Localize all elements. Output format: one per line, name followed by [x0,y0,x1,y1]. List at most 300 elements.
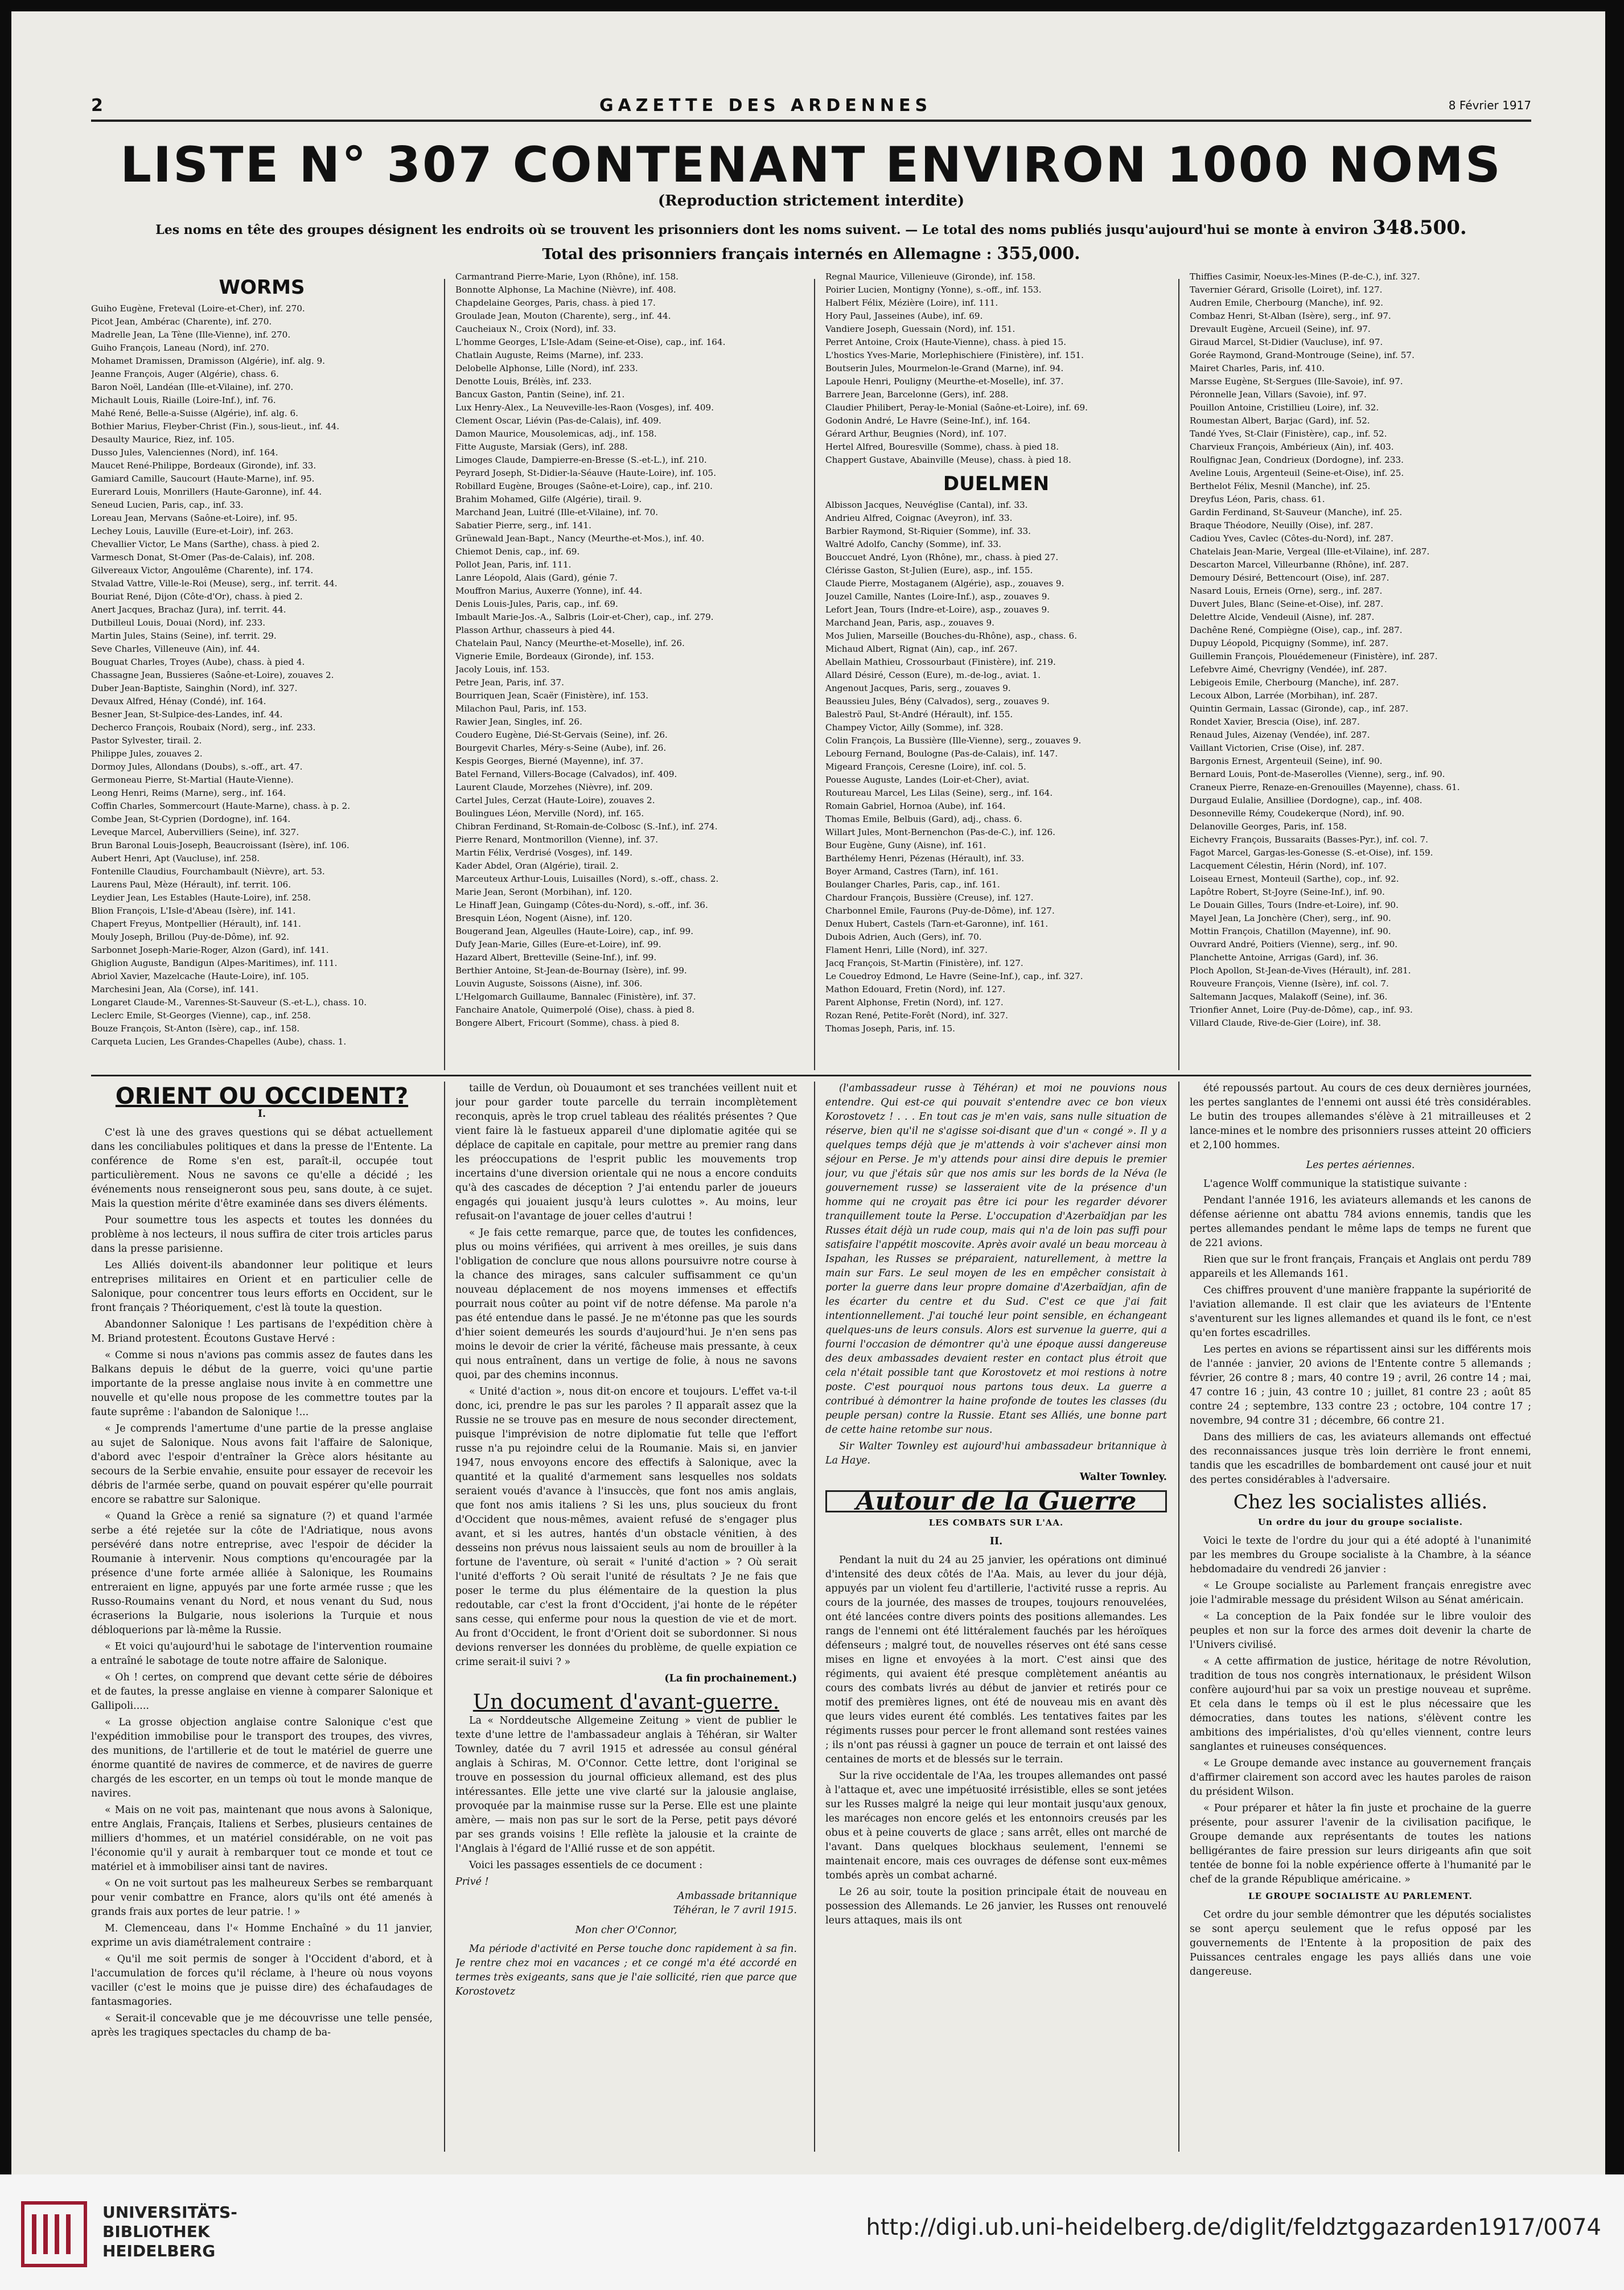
prisoner-entry: Dutbilleul Louis, Douai (Nord), inf. 233. [91,618,266,628]
prisoner-entry: Grünewald Jean-Bapt., Nancy (Meurthe-et-Mos.), inf. 40. [455,533,705,544]
letter-salutation: Mon cher O'Connor, [575,1925,677,1936]
paragraph: « Oh ! certes, on comprend que devant cette série de déboires et de fautes, la presse anglaise en vienne à comparer Salonique et Gallipoli..... [91,1672,433,1712]
prisoner-entry: Chibran Ferdinand, St-Romain-de-Colbosc (S.-Inf.), inf. 274. [455,821,718,832]
prisoner-entry: Chatelain Paul, Nancy (Meurthe-et-Moselle), inf. 26. [455,638,685,648]
prisoner-entry: Rouveure François, Vienne (Isère), inf. col. 7. [1190,979,1389,989]
paragraph: « La grosse objection anglaise contre Salonique c'est que l'expédition immobilise pour le transport des troupes, des vivres, des munitions, de l'artillerie et de tout le matériel de guerre une énorme quantité de navires de commerce, et de navires de guerre chargés de les escorter, en un temps où tout le monde manque de navires. [91,1717,433,1799]
prisoner-entry: Denotte Louis, Brélès, inf. 233. [455,376,592,387]
paragraph: Dans des milliers de cas, les aviateurs allemands ont effectué des reconnaissances jusque très loin derrière le front ennemi, tandis que les escadrilles de bombardement ont causé jour et nuit des pertes considérables à l'adversaire. [1190,1432,1531,1486]
list-title: LISTE N° 307 CONTENANT ENVIRON 1000 NOMS [120,137,1502,194]
prisoner-entry: Marceuteux Arthur-Louis, Luisailles (Nord), s.-off., chass. 2. [455,874,719,884]
paragraph: Voici le texte de l'ordre du jour qui a été adopté à l'unanimité par les membres du Groupe socialiste à la Chambre, à la séance hebdomadaire du vendredi 26 janvier : [1190,1535,1531,1575]
prisoner-entry: Michault Louis, Riaille (Loire-Inf.), inf. 76. [91,395,276,405]
prisoner-entry: Tandé Yves, St-Clair (Finistère), cap., inf. 52. [1190,429,1387,439]
notice-text: Les noms en tête des groupes désignent les endroits où se trouvent les prisonniers dont les noms suivent. — Le total des noms publiés jusqu'aujourd'hui se monte à environ [155,223,1368,237]
article-column-1 [91,1082,433,2152]
column-rule [1178,1082,1179,2152]
prisoner-entry: Batel Fernand, Villers-Bocage (Calvados), inf. 409. [455,769,677,779]
prisoner-entry: Longaret Claude-M., Varennes-St-Sauveur (S.-et-L.), chass. 10. [91,997,367,1008]
article-title-orient: ORIENT OU OCCIDENT? [115,1083,409,1109]
prisoner-entry: Lebigeois Emile, Cherbourg (Manche), inf. 287. [1190,677,1399,688]
paragraph: Cet ordre du jour semble démontrer que les députés socialistes se sont aperçu seulement que le refus opposé par les gouvernements de l'Entente à la proposition de paix des Puissances centrales engage les pays alliés dans une voie dangereuse. [1190,1909,1531,1977]
prisoner-entry: Beaussieu Jules, Bény (Calvados), serg., zouaves 9. [825,696,1050,706]
prisoner-entry: Braque Théodore, Neuilly (Oise), inf. 287. [1190,520,1374,531]
prisoner-entry: Bour Eugène, Guny (Aisne), inf. 161. [825,840,986,850]
prisoner-entry: Caucheiaux N., Croix (Nord), inf. 33. [455,324,616,334]
letter-body-cont [825,1082,1167,1468]
prisoner-entry: Barrere Jean, Barcelonne (Gers), inf. 288. [825,389,1009,400]
prisoner-entry: Lechey Louis, Lauville (Eure-et-Loir), inf. 263. [91,526,294,536]
page-header [91,91,1531,122]
prisoner-entry: Marchesini Jean, Ala (Corse), inf. 141. [91,984,259,994]
prisoner-entry: Delanoville Georges, Paris, inf. 158. [1190,821,1347,832]
article-body-orient [91,1126,433,2040]
prisoner-entry: Guiho Eugène, Freteval (Loire-et-Cher), inf. 270. [91,303,305,314]
prisoner-entry: Audren Emile, Cherbourg (Manche), inf. 92. [1190,298,1383,308]
prisoner-entry: Bonnotte Alphonse, La Machine (Nièvre), inf. 408. [455,285,676,295]
prisoner-entry: Plasson Arthur, chasseurs à pied 44. [455,625,615,635]
prisoner-entry: Berthelot Félix, Mesnil (Manche), inf. 25. [1190,481,1371,491]
prisoner-entry: Mouffron Marius, Auxerre (Yonne), inf. 44. [455,586,643,596]
prisoner-entry: Leong Henri, Reims (Marne), serg., inf. 164. [91,788,286,798]
prisoner-entry: Leydier Jean, Les Estables (Haute-Loire), inf. 258. [91,893,311,903]
prisoner-entry: Lefebvre Aimé, Chevrigny (Vendée), inf. 287. [1190,664,1387,675]
prisoner-entry: Michaud Albert, Rignat (Ain), cap., inf. 267. [825,644,1018,654]
prisoner-entry: Parent Alphonse, Fretin (Nord), inf. 127. [825,997,1004,1008]
prisoner-entry: Lecoux Albon, Larrée (Morbihan), inf. 287. [1190,690,1378,701]
article-title-guerre: Autour de la Guerre [825,1490,1167,1512]
prisoner-entry: Roulfignac Jean, Condrieux (Dordogne), inf. 233. [1190,455,1404,465]
prisoner-entry: Routureau Marcel, Les Lilas (Seine), serg., inf. 164. [825,788,1053,798]
socialist-conclusion [1190,1908,1531,1979]
prisoner-entry: Lacquement Célestin, Hérin (Nord), inf. 107. [1190,861,1387,871]
prisoner-entry: Rozan René, Petite-Forêt (Nord), inf. 327. [825,1010,1008,1021]
prisoner-entry: Ghiglion Auguste, Bandigun (Alpes-Maritimes), inf. 111. [91,958,338,968]
prisoner-entry: Godonin André, Le Havre (Seine-Inf.), inf. 164. [825,416,1031,426]
prisoner-entry: Mairet Charles, Paris, inf. 410. [1190,363,1325,373]
prisoner-entry: Desaulty Maurice, Riez, inf. 105. [91,434,235,445]
prisoner-entry: Groulade Jean, Mouton (Charente), serg., inf. 44. [455,311,671,321]
prisoner-entry: Petre Jean, Paris, inf. 37. [455,677,564,688]
prisoner-entry: Combaz Henri, St-Alban (Isère), serg., inf. 97. [1190,311,1391,321]
aerial-heading: Les pertes aériennes. [1306,1160,1415,1171]
prisoner-entry: Gamiard Camille, Saucourt (Haute-Marne), inf. 95. [91,474,315,484]
paragraph: Pendant la nuit du 24 au 25 janvier, les opérations ont diminué d'intensité des deux côtés de l'Aa. Mais, au lever du jour déjà, appuyés par un violent feu d'artillerie, l'activité russe a repris. Au cours de la journée, des masses de troupes, toujours renouvelées, ont été lancées contre divers points des positions allemandes. Les rangs de l'ennemi ont été littéralement fauchés par les héroïques défenseurs ; malgré tout, de nouvelles réserves ont été sans cesse mises en ligne et envoyées à la mort. C'est ainsi que des régiments, qui avaient été presque complètement anéantis au cours des combats livrés au début de janvier et retirés pour ce motif des premières lignes, ont été de nouveau mis en avant dès que leurs vides eurent été comblés. Les tentatives faites par les régiments russes pour percer le front allemand sont restées vaines ; ils n'ont pas réussi à gagner un pouce de terrain et ont laissé des centaines de morts et de blessés sur le terrain. [825,1555,1167,1765]
paragraph: été repoussés partout. Au cours de ces deux dernières journées, les pertes sanglantes de l'ennemi ont aussi été très considérables. Le butin des troupes allemandes s'élève à 21 mitrailleuses et 2 lance-mines et le nombre des prisonniers russes atteint 20 officiers et 2,100 hommes. [1190,1083,1531,1151]
prisoner-entry: Bancux Gaston, Pantin (Seine), inf. 21. [455,389,625,400]
letter-dateline-1: Ambassade britannique [677,1890,797,1902]
prisoner-entry: Fontenille Claudius, Fourchambault (Nièvre), art. 53. [91,866,325,877]
prisoner-entry: Gilvereaux Victor, Angoulême (Charente), inf. 174. [91,565,314,575]
prisoner-entry: Lux Henry-Alex., La Neuveville-les-Raon (Vosges), inf. 409. [455,402,714,413]
prisoner-entry: Hazard Albert, Bretteville (Seine-Inf.), inf. 99. [455,952,657,963]
institution-line-2: BIBLIOTHEK [102,2222,210,2241]
prisoner-entry: Brahim Mohamed, Gilfe (Algérie), tirail. 9. [455,494,642,504]
prisoner-entry: Stvalad Vattre, Ville-le-Roi (Meuse), serg., inf. territ. 44. [91,578,338,589]
column-rule [814,279,815,1070]
prisoner-entry: Mohamet Dramissen, Dramisson (Algérie), inf. alg. 9. [91,356,326,366]
prisoner-entry: Lapôtre Robert, St-Joyre (Seine-Inf.), inf. 90. [1190,887,1385,897]
prisoner-entry: Mathon Edouard, Fretin (Nord), inf. 127. [825,984,1006,994]
prisoner-entry: Péronnelle Jean, Villars (Savoie), inf. 97. [1190,389,1367,400]
prisoner-entry: Claude Pierre, Mostaganem (Algérie), asp., zouaves 9. [825,578,1064,589]
prisoner-entry: Decherco François, Roubaix (Nord), serg., inf. 233. [91,722,316,733]
prisoner-entry: Boyer Armand, Castres (Tarn), inf. 161. [825,866,998,877]
paragraph: « A cette affirmation de justice, héritage de notre Révolution, tradition de tous nos congrès internationaux, le président Wilson confère aujourd'hui par sa voix un prestige nouveau et suprême. Et cela dans le temps où il est le plus nécessaire que les démocraties, dans toutes les nations, s'élèvent contre les ambitions des impérialistes, d'où qu'elles viennent, contre leurs sanglantes et ruineuses conséquences. [1190,1656,1531,1753]
paragraph: « Quand la Grèce a renié sa signature (?) et quand l'armée serbe a été rejetée sur la côte de l'Adriatique, nous avons persévéré dans notre entreprise, avec l'espoir de décider la Roumanie à intervenir. Nous comptions qu'encouragée par la présence d'une forte armée alliée à Salonique, les Roumains entreraient en ligne, appuyés par une forte armée russe ; que les Russo-Roumains venant du Nord, et nous venant du Sud, nous écraserions la Bulgarie, nous isolerions la Turquie et nous débloquerions par là-même la Russie. [91,1511,433,1636]
socialist-heading: Chez les socialistes alliés. [1233,1491,1488,1514]
column-rule [444,1082,445,2152]
prisoner-entry: Marchand Jean, Luitré (Ille-et-Vilaine), inf. 70. [455,507,659,517]
prisoner-entry: Laurens Paul, Mèze (Hérault), inf. territ. 106. [91,879,291,890]
paragraph: Sur la rive occidentale de l'Aa, les troupes allemandes ont passé à l'attaque et, avec une impétuosité irrésistible, elles se sont jetées sur les Russes malgré la neige qui leur montait jusqu'aux genoux, les marécages non encore gelés et les entonnoirs creusés par les obus et à peine couverts de glace ; sans arrêt, elles ont marché de l'avant. Dans quelques blockhaus seulement, l'ennemi se maintenait encore, mais ces ouvrages de défense sont eux-mêmes tombés après un combat acharné. [825,1770,1167,1881]
prisoner-entry: Jouzel Camille, Nantes (Loire-Inf.), asp., zouaves 9. [825,591,1050,602]
prisoner-entry: Loiseau Ernest, Monteuil (Sarthe), cop., inf. 92. [1190,874,1399,884]
prisoner-entry: Maucet René-Philippe, Bordeaux (Gironde), inf. 33. [91,461,316,471]
paragraph: « Serait-il concevable que je me découvrisse une telle pensée, après les tragiques spectacles du champ de ba- [91,2013,433,2038]
prisoner-entry: L'Helgomarch Guillaume, Bannalec (Finistère), inf. 37. [455,992,696,1002]
prisoner-entry: Boulingues Léon, Merville (Nord), inf. 165. [455,808,644,819]
prisoner-entry: Chapdelaine Georges, Paris, chass. à pied 17. [455,298,656,308]
socialist-body [1190,1534,1531,1887]
prisoner-entry: Delobelle Alphonse, Lille (Nord), inf. 233. [455,363,638,373]
institution-line-3: HEIDELBERG [102,2242,216,2260]
university-seal-icon [17,2197,91,2271]
prisoner-entry: Halbert Félix, Mézière (Loire), inf. 111. [825,298,998,308]
list-column-4 [1190,270,1531,1073]
socialist-subheading: Un ordre du jour du groupe socialiste. [1257,1517,1463,1527]
paragraph: Rien que sur le front français, Français et Anglais ont perdu 789 appareils et les Allemands 161. [1190,1254,1531,1280]
prisoner-entry: Martin Félix, Verdrisé (Vosges), inf. 149. [455,848,633,858]
prisoner-entry: Louvin Auguste, Soissons (Aisne), inf. 306. [455,979,643,989]
prisoner-entry: Chiemot Denis, cap., inf. 69. [455,546,580,557]
prisoner-entry: Mahé René, Belle-a-Suisse (Algérie), inf. alg. 6. [91,408,298,418]
prisoner-entry: Mos Julien, Marseille (Bouches-du-Rhône), asp., chass. 6. [825,631,1078,641]
library-footer [0,2174,1624,2290]
paragraph: Les Alliés doivent-ils abandonner leur politique et leurs entreprises militaires en Orient et en particulier celle de Salonique, pour concentrer tous leurs efforts en Occident, sur le front français ? Théoriquement, c'est là toute la question. [91,1260,433,1314]
prisoner-entry: Bouguat Charles, Troyes (Aube), chass. à pied 4. [91,657,305,667]
prisoner-entry: Le Hinaff Jean, Guingamp (Côtes-du-Nord), s.-off., inf. 36. [455,900,708,910]
prisoner-entry: Jeanne François, Auger (Algérie), chass. 6. [91,369,279,379]
letter-prive: Privé ! [455,1876,489,1888]
paragraph: « Qu'il me soit permis de songer à l'Occident d'abord, et à l'accumulation de forces qu'il réclame, à l'heure où nous voyons vaciller (c'est le moins que je puisse dire) des échafaudages de fantasmagories. [91,1954,433,2008]
prisoner-entry: Kader Abdel, Oran (Algérie), tirail. 2. [455,861,619,871]
paragraph: « Unité d'action », nous dit-on encore et toujours. L'effet va-t-il donc, ici, prendre le pas sur les paroles ? Il apparaît assez que la Russie ne se trouve pas en mesure de nous seconder directement, puisque l'imprévision de notre diplomatie fut telle que l'effort russe n'a pu rejoindre celui de la Roumanie. Mais si, en janvier 1947, nous envoyons encore des effectifs à Salonique, avec la quantité et la qualité d'armement sans lesquelles nos soldats seraient voués d'avance à l'insuccès, que font nos amis anglais, que font nos amis italiens ? Si les uns, plus soucieux du front d'Occident que nous-mêmes, avaient refusé de s'engager plus avant, et si les autres, hantés d'un obstacle vénitien, à des desseins non prévus nous laissaient seuls au nom de brouiller à la fortune de l'aventure, où serait « l'unité d'action » ? Où serait l'unité d'efforts ? Où serait l'unité de résultats ? Je ne fais que poser le terme du plus élémentaire de la question la plus redoutable, car c'est la front d'Occident, j'ai honte de le répéter sans cesse, qui enferme pour nous la question de vie et de mort. Au front d'Occident, le front d'Orient doit se subordonner. Si nous devions renverser les données du problème, de quelle expiation ce crime serait-il suivi ? » [455,1386,797,1668]
article-column-3 [825,1082,1167,2152]
continued-note: (La fin prochainement.) [664,1673,797,1684]
newspaper-page [11,11,1605,2174]
prisoner-entry: Aveline Louis, Argenteuil (Seine-et-Oise), inf. 25. [1190,468,1404,478]
prisoner-entry: Bourriquen Jean, Scaër (Finistère), inf. 153. [455,690,649,701]
prisoner-entry: Mayel Jean, La Jonchère (Cher), serg., inf. 90. [1190,913,1391,923]
prisoner-entry: Fagot Marcel, Gargas-les-Gonesse (S.-et-Oise), inf. 159. [1190,848,1433,858]
section-number-guerre: II. [989,1536,1003,1547]
issue-date: 8 Février 1917 [1448,98,1531,112]
prisoner-entry: Barthélemy Henri, Pézenas (Hérault), inf. 33. [825,853,1025,864]
prisoner-entry: Pollot Jean, Paris, inf. 111. [455,560,572,570]
column-rule [1178,279,1179,1070]
prisoner-entry: Angenout Jacques, Paris, serg., zouaves 9. [825,683,1011,693]
prisoner-entry: Leveque Marcel, Aubervilliers (Seine), inf. 327. [91,827,299,837]
prisoner-entry: Bothier Marius, Fleyber-Christ (Fin.), sous-lieut., inf. 44. [91,421,340,431]
prisoner-entry: Regnal Maurice, Villenieuve (Gironde), inf. 158. [825,272,1035,282]
prisoner-entry: Bernard Louis, Pont-de-Maserolles (Vienne), serg., inf. 90. [1190,769,1445,779]
prisoner-entry: Hory Paul, Jasseines (Aube), inf. 69. [825,311,983,321]
prisoner-entry: Philippe Jules, zouaves 2. [91,749,203,759]
prisoner-entry: Guiho François, Laneau (Nord), inf. 270. [91,343,269,353]
prisoner-entry: Flament Henri, Lille (Nord), inf. 327. [825,945,988,955]
paragraph: « Je comprends l'amertume d'une partie de la presse anglaise au sujet de Salonique. Nous avons fait l'affaire de Salonique, d'abord avec l'espoir d'entraîner la Grèce alors hésitante au secours de la Serbie envahie, ensuite pour essayer de recevoir les débris de l'armée serbe, quand on pouvait espérer qu'elle pourrait encore se rabattre sur Salonique. [91,1423,433,1506]
article-subhead-guerre: LES COMBATS SUR L'AA. [928,1518,1064,1528]
prisoner-entry: Dupuy Léopold, Picquigny (Somme), inf. 287. [1190,638,1389,648]
letter-dateline-2: Téhéran, le 7 avril 1915. [673,1905,797,1916]
prisoner-entry: Delettre Alcide, Vendeuil (Aisne), inf. 287. [1190,612,1375,622]
prisoner-list [91,270,1531,1073]
prisoner-entry: Chatelais Jean-Marie, Vergeal (Ille-et-Vilaine), inf. 287. [1190,546,1430,557]
paragraph: « La conception de la Paix fondée sur le libre vouloir des peuples et non sur la force des armes doit devenir la charte de l'Univers civilisé. [1190,1611,1531,1651]
letter-signature: Walter Townley. [1079,1471,1167,1483]
list-column-1 [91,270,433,1073]
prisoner-entry: Varmesch Donat, St-Omer (Pas-de-Calais), inf. 208. [91,552,315,562]
prisoner-entry: Germoneau Pierre, St-Martial (Haute-Vienne). [91,775,294,785]
article-column-2 [455,1082,797,2152]
prisoner-entry: Mottin François, Chatillon (Mayenne), inf. 90. [1190,926,1391,936]
paragraph: « Et voici qu'aujourd'hui le sabotage de l'intervention roumaine a entraîné le sabotage de toute notre affaire de Salonique. [91,1641,433,1667]
prisoner-entry: Thiffies Casimir, Noeux-les-Mines (P.-de-C.), inf. 327. [1190,272,1420,282]
prisoner-entry: Chassagne Jean, Bussieres (Saône-et-Loire), zouaves 2. [91,670,334,680]
institution-line-1: UNIVERSITÄTS- [102,2203,237,2222]
prisoner-entry: Rawier Jean, Singles, inf. 26. [455,717,582,727]
list-subtitle: (Reproduction strictement interdite) [657,192,965,209]
prisoner-entry: Pastor Sylvester, tirail. 2. [91,735,202,746]
prisoner-entry: Migeard François, Ceresne (Loire), inf. col. 5. [825,762,1026,772]
prisoner-entry: Lapoule Henri, Pouligny (Meurthe-et-Moselle), inf. 37. [825,376,1064,387]
prisoner-entry: Dachêne René, Compiègne (Oise), cap., inf. 287. [1190,625,1403,635]
prisoner-entry: Dreyfus Léon, Paris, chass. 61. [1190,494,1325,504]
prisoner-entry: Giraud Marcel, St-Didier (Vaucluse), inf. 97. [1190,337,1383,347]
prisoner-entry: Madrelle Jean, La Tène (Ille-Vienne), inf. 270. [91,330,291,340]
prisoner-entry: Chevallier Victor, Le Mans (Sarthe), chass. à pied 2. [91,539,320,549]
prisoner-entry: Dubois Adrien, Auch (Gers), inf. 70. [825,932,982,942]
prisoner-entry: Tavernier Gérard, Grisolle (Loiret), inf. 127. [1190,285,1383,295]
prisoner-entry: Dusso Jules, Valenciennes (Nord), inf. 164. [91,447,278,458]
article-body-orient-cont [455,1082,797,1670]
paragraph: « On ne voit surtout pas les malheureux Serbes se rembarquant pour venir combattre en France, alors qu'ils ont été amenés à grands frais aux portes de leur patrie. ! » [91,1878,433,1918]
prisoner-entry: Chardour François, Bussière (Creuse), inf. 127. [825,893,1034,903]
prisoner-entry: Duber Jean-Baptiste, Sainghin (Nord), inf. 327. [91,683,298,693]
paragraph: Le 26 au soir, toute la position principale était de nouveau en possession des Allemands. Le 26 janvier, les Russes ont renouvelé leurs attaques, mais ils ont [825,1886,1167,1926]
paragraph: Pour soumettre tous les aspects et toutes les données du problème à nos lecteurs, il nous suffira de citer trois articles parus dans la presse parisienne. [91,1215,433,1255]
prisoner-entry: Rondet Xavier, Brescia (Oise), inf. 287. [1190,717,1360,727]
paragraph: Sir Walter Townley est aujourd'hui ambassadeur britannique à La Haye. [825,1441,1167,1466]
prisoner-entry: Charbonnel Emile, Faurons (Puy-de-Dôme), inf. 127. [825,906,1055,916]
prisoner-entry: Fitte Auguste, Marsiak (Gers), inf. 288. [455,442,628,452]
notice-total: 348.500. [1372,216,1467,239]
list-column-2 [455,270,797,1073]
source-url[interactable]: http://digi.ub.uni-heidelberg.de/diglit/feldztggazarden1917/0074 [866,2214,1601,2240]
prisoner-entry: Durgaud Eulalie, Ansilliee (Dordogne), cap., inf. 408. [1190,795,1422,805]
prisoner-entry: Baleströ Paul, St-André (Hérault), inf. 155. [825,709,1013,720]
prisoner-entry: Anert Jacques, Brachaz (Jura), inf. territ. 44. [91,605,286,615]
paragraph: Ma période d'activité en Perse touche donc rapidement à sa fin. Je rentre chez moi en vacances ; et ce congé m'a été accordé en termes très exigeants, sans que je l'aie sollicité, rien que parce que Korostovetz [455,1943,797,1997]
prisoner-entry: Demoury Désiré, Bettencourt (Oise), inf. 287. [1190,573,1389,583]
prisoner-entry: Seve Charles, Villeneuve (Ain), inf. 44. [91,644,260,654]
list-notice [91,216,1531,239]
paragraph: Abandonner Salonique ! Les partisans de l'expédition chère à M. Briand protestent. Écoutons Gustave Hervé : [91,1319,433,1345]
prisoner-entry: Planchette Antoine, Arrigas (Gard), inf. 36. [1190,952,1379,963]
paragraph: Voici les passages essentiels de ce document : [469,1860,703,1871]
prisoner-entry: Champey Victor, Ailly (Somme), inf. 328. [825,722,1004,733]
prisoner-entry: Bouze François, St-Anton (Isère), cap., inf. 158. [91,1023,300,1034]
prisoner-entry: Bongere Albert, Fricourt (Somme), chass. à pied 8. [455,1018,680,1028]
prisoner-entry: Robillard Eugène, Brouges (Saône-et-Loire), cap., inf. 210. [455,481,713,491]
prisoner-entry: Brun Baronal Louis-Joseph, Beaucroissant (Isère), inf. 106. [91,840,350,850]
prisoner-entry: Bourgevit Charles, Méry-s-Seine (Aube), inf. 26. [455,743,667,753]
prisoner-entry: Le Douain Gilles, Tours (Indre-et-Loire), inf. 90. [1190,900,1399,910]
paragraph: (l'ambassadeur russe à Téhéran) et moi ne pouvions nous entendre. Qui est-ce qui pouvait s'entendre avec ce bon vieux Korostovetz ! . . . En tout cas je m'en vais, sans nulle situation de réserve, bien qu'il ne s'agisse soi-disant que d'un « congé ». Il y a quelques temps déjà que je m'attends à voir s'achever ainsi mon séjour en Perse. Je m'y attends pour ainsi dire depuis le premier jour, vu que j'étais sûr que nos amis sur les bords de la Néva (le gouvernement russe) se lasseraient vite de la présence d'un homme qui ne croyait pas être ici pour les regarder dévorer tranquillement toute la Perse. L'occupation d'Azerbaïdjan par les Russes était déjà un rude coup, mais qui n'a de loin pas suffi pour satisfaire l'appétit moscovite. Après avoir avalé un beau morceau à Ispahan, les Russes se préparaient, naturellement, à mettre la main sur Fars. Le seul moyen de les en empêcher consistait à porter la guerre dans leur propre domaine d'Azerbaïdjan, afin de les écarter du centre et du Sud. C'est ce que j'ai fait intentionnellement. J'ai touché leur point sensible, en échangeant quelques-uns de leurs consuls. Alors est survenue la guerre, qui a fourni l'occasion de démontrer qu'à une époque aussi dangereuse des deux ambassades devaient rester en contact plus étroit que cela n'était possible tant que Korostovetz et moi restions à notre poste. C'est pourquoi nous partons tous deux. La guerre a contribué à démontrer la haine profonde de toutes les classes (du peuple persan) contre la Russie. Etant ses Alliés, une bonne part de cette haine retombe sur nous. [825,1083,1167,1436]
prisoner-entry: Carmantrand Pierre-Marie, Lyon (Rhône), inf. 158. [455,272,679,282]
paragraph: C'est là une des graves questions qui se débat actuellement dans les conciliabules politiques et dans la presse de l'Entente. La conférence de Rome s'en est, paraît-il, occupée tout particulièrement. Nous ne savons ce qu'elle a décidé ; les événements nous renseigneront sous peu, sans doute, à ce sujet. Mais la question mérite d'être examinée dans ses divers éléments. [91,1127,433,1210]
prisoner-entry: Pouesse Auguste, Landes (Loir-et-Cher), aviat. [825,775,1030,785]
prisoner-entry: Baron Noël, Landéan (Ille-et-Vilaine), inf. 270. [91,382,294,392]
prisoner-entry: Willart Jules, Mont-Bernenchon (Pas-de-C.), inf. 126. [825,827,1055,837]
article-body-document [455,1714,797,1873]
prisoner-entry: Saltemann Jacques, Malakoff (Seine), inf. 36. [1190,992,1388,1002]
prisoner-entry: Quintin Germain, Lassac (Gironde), cap., inf. 287. [1190,704,1409,714]
prisoner-entry: Trionfier Annet, Loire (Puy-de-Dôme), cap., inf. 93. [1190,1005,1413,1015]
prisoner-entry: Romain Gabriel, Hornoa (Aube), inf. 164. [825,801,1006,811]
prisoner-entry: L'hostics Yves-Marie, Morlephischiere (Finistère), inf. 151. [825,350,1084,360]
prisoner-entry: Villard Claude, Rive-de-Gier (Loire), inf. 38. [1190,1018,1382,1028]
prisoner-entry: Descarton Marcel, Villeurbanne (Rhône), inf. 287. [1190,560,1409,570]
prisoner-entry: Nasard Louis, Erneis (Orne), serg., inf. 287. [1190,586,1383,596]
prisoner-entry: Bouriat René, Dijon (Côte-d'Or), chass. à pied 2. [91,591,303,602]
prisoner-entry: Marie Jean, Seront (Morbihan), inf. 120. [455,887,632,897]
prisoner-entry: Craneux Pierre, Renaze-en-Grenouilles (Mayenne), chass. 61. [1190,782,1460,792]
prisoner-entry: Jacoly Louis, inf. 153. [455,664,550,675]
page-number: 2 [91,95,103,116]
camp-heading-duelmen: DUELMEN [943,472,1050,495]
prisoner-entry: Guillemin François, Plouédemeneur (Finistère), inf. 287. [1190,651,1438,661]
prisoner-entry: Lebourg Fernand, Boulogne (Pas-de-Calais), inf. 147. [825,749,1058,759]
prisoner-entry: Roumestan Albert, Barjac (Gard), inf. 52. [1190,416,1370,426]
prisoner-entry: Bougerand Jean, Algeulles (Haute-Loire), cap., inf. 99. [455,926,694,936]
prisoner-entry: Denis Louis-Jules, Paris, cap., inf. 69. [455,599,618,609]
prisoner-entry: Imbault Marie-Jos.-A., Salbris (Loir-et-Cher), cap., inf. 279. [455,612,714,622]
masthead: GAZETTE DES ARDENNES [599,95,932,116]
prisoner-entry: Barbier Raymond, St-Riquier (Somme), inf. 33. [825,526,1031,536]
prisoner-entry: Eichevry François, Bussaraits (Basses-Pyr.), inf. col. 7. [1190,834,1429,845]
prisoner-entry: Dormoy Jules, Allondans (Doubs), s.-off., art. 47. [91,762,303,772]
prisoner-entry: Ouvrard André, Poitiers (Vienne), serg., inf. 90. [1190,939,1398,949]
paragraph: Les pertes en avions se répartissent ainsi sur les différents mois de l'année : janvier, 20 avions de l'Entente contre 5 allemands ; février, 26 contre 8 ; mars, 40 contre 19 ; avril, 26 contre 14 ; mai, 47 contre 16 ; juin, 43 contre 10 ; juillet, 81 contre 23 ; août 85 contre 24 ; septembre, 133 contre 23 ; octobre, 104 contre 17 ; novembre, 94 contre 31 ; décembre, 66 contre 21. [1190,1344,1531,1426]
prisoner-entry: Lanre Léopold, Alais (Gard), génie 7. [455,573,618,583]
prisoner-entry: Vaillant Victorien, Crise (Oise), inf. 287. [1190,743,1364,753]
section-number: I. [257,1108,266,1120]
prisoner-entry: Limoges Claude, Dampierre-en-Bresse (S.-et-L.), inf. 210. [455,455,707,465]
paragraph: « Mais on ne voit pas, maintenant que nous avons à Salonique, entre Anglais, Français, Italiens et Serbes, plusieurs centaines de milliers d'hommes, et un matériel considérable, on ne voit pas l'économie qu'il y aurait à rembarquer tout ce monde et tout ce matériel et à immobiliser ainsi tant de navires. [91,1804,433,1873]
prisoner-entry: Bargonis Ernest, Argenteuil (Seine), inf. 90. [1190,756,1383,766]
prisoner-entry: Damon Maurice, Mousolemicas, adj., inf. 158. [455,429,657,439]
prisoner-entry: Lefort Jean, Tours (Indre-et-Loire), asp., zouaves 9. [825,605,1050,615]
prisoner-entry: Devaux Alfred, Hénay (Condé), inf. 164. [91,696,266,706]
prisoner-entry: Boutserin Jules, Mourmelon-le-Grand (Marne), inf. 94. [825,363,1064,373]
prisoner-entry: Thomas Emile, Belbuis (Gard), adj., chass. 6. [825,814,1022,824]
prisoner-entry: Colin François, La Bussière (Ille-Vienne), serg., zouaves 9. [825,735,1082,746]
prisoner-entry: Boulanger Charles, Paris, cap., inf. 161. [825,879,1000,890]
prisoner-entry: Loreau Jean, Mervans (Saône-et-Loire), inf. 95. [91,513,298,523]
prisoner-entry: Renaud Jules, Aizenay (Vendée), inf. 287. [1190,730,1370,740]
prisoner-entry: Sabatier Pierre, serg., inf. 141. [455,520,591,531]
total-label: Total des prisonniers français internés en Allemagne : [542,246,992,263]
institution-name [102,2203,237,2261]
prisoner-entry: Desonneville Rémy, Coudekerque (Nord), inf. 90. [1190,808,1405,819]
prisoner-entry: Perret Antoine, Croix (Haute-Vienne), chass. à pied 15. [825,337,1067,347]
prisoner-entry: Coffin Charles, Sommercourt (Haute-Marne), chass. à p. 2. [91,801,351,811]
prisoner-entry: Abellain Mathieu, Crossourbaut (Finistère), inf. 219. [825,657,1056,667]
prisoner-entry: Poirier Lucien, Montigny (Yonne), s.-off., inf. 153. [825,285,1042,295]
prisoner-entry: Hertel Alfred, Bouresville (Somme), chass. à pied 18. [825,442,1059,452]
paragraph: Pendant l'année 1916, les aviateurs allemands et les canons de défense aérienne ont abattu 784 avions ennemis, tandis que les pertes allemandes pendant le même laps de temps ne furent que de 221 avions. [1190,1195,1531,1249]
total-value: 355,000. [997,244,1080,264]
prisoner-entry: Andrieu Alfred, Coignac (Aveyron), inf. 33. [825,513,1013,523]
prisoner-entry: Dufy Jean-Marie, Gilles (Eure-et-Loire), inf. 99. [455,939,661,949]
prisoner-entry: Picot Jean, Ambérac (Charente), inf. 270. [91,316,272,327]
prisoner-entry: Eurerard Louis, Monrillers (Haute-Garonne), inf. 44. [91,487,322,497]
prisoner-entry: Gérard Arthur, Beugnies (Nord), inf. 107. [825,429,1007,439]
camp-heading: WORMS [219,276,305,299]
prisoner-entry: Peyrard Joseph, St-Didier-la-Séauve (Haute-Loire), inf. 105. [455,468,717,478]
prisoner-entry: Bresquin Léon, Nogent (Aisne), inf. 120. [455,913,632,923]
prisoner-entry: Cadiou Yves, Cavlec (Côtes-du-Nord), inf. 287. [1190,533,1394,544]
prisoner-entry: Combe Jean, St-Cyprien (Dordogne), inf. 164. [91,814,291,824]
prisoner-entry: Clérisse Gaston, St-Julien (Eure), asp., inf. 155. [825,565,1033,575]
paragraph: « Le Groupe socialiste au Parlement français enregistre avec joie l'admirable message du président Wilson au Sénat américain. [1190,1580,1531,1606]
article-body-guerre-cont [1190,1082,1531,1153]
paragraph: « Pour préparer et hâter la fin juste et prochaine de la guerre présente, pour assurer l'avenir de la civilisation pacifique, le Groupe demande aux représentants de toutes les nations belligérantes de faire pression sur leurs dirigeants afin que soit tentée de bonne foi la noble expérience offerte à l'humanité par le chef de la grande République américaine. » [1190,1803,1531,1885]
prisoner-entry: Chappert Gustave, Abainville (Meuse), chass. à pied 18. [825,455,1071,465]
prisoner-entry: Marchand Jean, Paris, asp., zouaves 9. [825,618,994,628]
prisoner-entry: Cartel Jules, Cerzat (Haute-Loire), zouaves 2. [455,795,655,805]
section-divider [91,1075,1531,1076]
prisoner-entry: Chatlain Auguste, Reims (Marne), inf. 233. [455,350,644,360]
prisoner-entry: Jacq François, St-Martin (Finistère), inf. 127. [825,958,1023,968]
prisoner-entry: Duvert Jules, Blanc (Seine-et-Oise), inf. 287. [1190,599,1384,609]
prisoner-entry: Thomas Joseph, Paris, inf. 15. [825,1023,955,1034]
article-body-guerre [825,1553,1167,1928]
prisoner-entry: Fanchaire Anatole, Quimerpolé (Oise), chass. à pied 8. [455,1005,695,1015]
prisoner-entry: Vandiere Joseph, Guessain (Nord), inf. 151. [825,324,1015,334]
socialist-signature: LE GROUPE SOCIALISTE AU PARLEMENT. [1248,1891,1473,1901]
prisoner-entry: L'homme Georges, L'Isle-Adam (Seine-et-Oise), cap., inf. 164. [455,337,726,347]
prisoner-entry: Kespis Georges, Bierné (Mayenne), inf. 37. [455,756,644,766]
paragraph: « Le Groupe demande avec instance au gouvernement français d'affirmer clairement son accord avec les hautes paroles de raison du président Wilson. [1190,1758,1531,1798]
prisoner-entry: Berthier Antoine, St-Jean-de-Bournay (Isère), inf. 99. [455,965,687,976]
paragraph: taille de Verdun, où Douaumont et ses tranchées veillent nuit et jour pour garder toute parcelle du terrain incomplètement reconquis, après le trop cruel tableau des réalités présentes ? Que vient faire là le fastueux appareil d'une diplomatie agitée qui se déplace de capitale en capitale, pour mettre au premier rang dans les préoccupations de l'esprit public les mouvements trop incertains d'une diversion orientale qui ne nous a encore conduits qu'à des cascades de déception ? J'ai entendu parler de joueurs engagés qui jouaient jusqu'à leurs culottes ». Au moins, leur refusait-on l'avantage de jouer celles d'autrui ! [455,1083,797,1222]
paragraph: La « Norddeutsche Allgemeine Zeitung » vient de publier le texte d'une lettre de l'ambassadeur anglais à Téhéran, sir Walter Townley, datée du 7 avril 1915 et adressée au consul général anglais à Schiras, M. O'Connor. Cette lettre, dont l'original se trouve en possession du journal officieux allemand, est des plus intéressantes. Elle jette une vive clarté sur la jalousie anglaise, provoquée par la mainmise russe sur la Perse. Elle est une plainte amère, — mais non pas sur le sort de la Perse, petit pays dévoré par ses grands voisins ! Elle reflète la jalousie et la crainte de l'Anglais à l'égard de l'Allié russe et de son appétit. [455,1715,797,1855]
column-rule [814,1082,815,2152]
aerial-body [1190,1177,1531,1487]
prisoner-entry: Abriol Xavier, Mazelcache (Haute-Loire), inf. 105. [91,971,309,981]
paragraph: Ces chiffres prouvent d'une manière frappante la supériorité de l'aviation allemande. Il est clair que les aviateurs de l'Entente s'aventurent sur les lignes allemandes et quand ils le font, ce n'est qu'en fortes escadrilles. [1190,1285,1531,1339]
prisoner-entry: Albisson Jacques, Neuvéglise (Cantal), inf. 33. [825,500,1028,510]
prisoner-entry: Martin Jules, Stains (Seine), inf. territ. 29. [91,631,277,641]
prisoner-entry: Gardin Ferdinand, St-Sauveur (Manche), inf. 25. [1190,507,1403,517]
prisoners-total [91,244,1531,264]
prisoner-entry: Chapert Freyus, Montpellier (Hérault), inf. 141. [91,919,301,929]
prisoner-entry: Clement Oscar, Liévin (Pas-de-Calais), inf. 409. [455,416,661,426]
prisoner-entry: Denux Hubert, Castels (Tarn-et-Garonne), inf. 161. [825,919,1049,929]
